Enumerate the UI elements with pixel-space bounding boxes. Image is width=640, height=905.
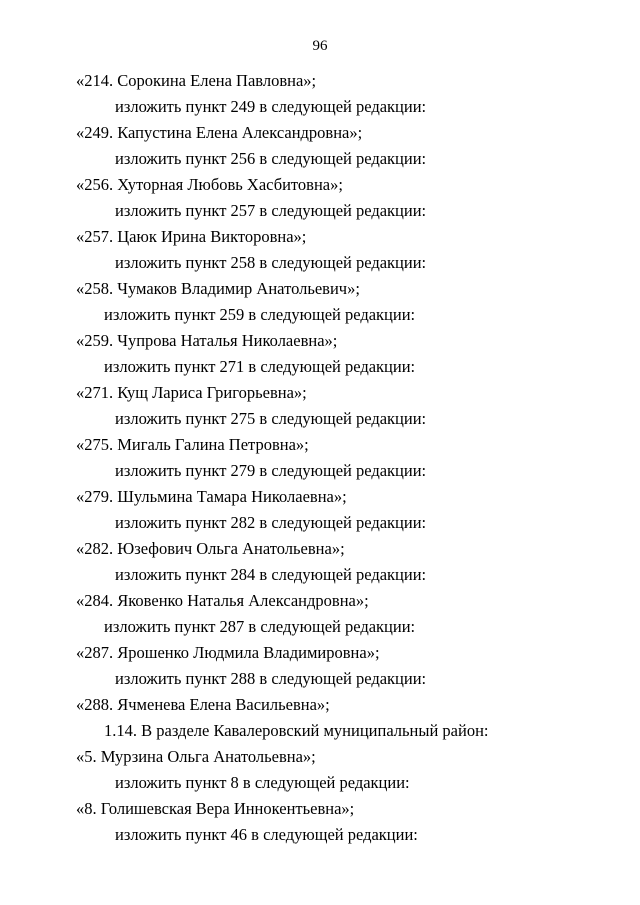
text-line: изложить пункт 8 в следующей редакции:	[115, 773, 410, 792]
text-line: изложить пункт 46 в следующей редакции:	[115, 825, 418, 844]
page-number: 96	[312, 38, 328, 54]
text-line: изложить пункт 275 в следующей редакции:	[115, 409, 427, 428]
text-line: изложить пункт 257 в следующей редакции:	[115, 201, 427, 220]
text-line: «284. Яковенко Наталья Александровна»;	[76, 591, 369, 610]
text-line: «257. Цаюк Ирина Викторовна»;	[76, 227, 307, 246]
text-line: изложить пункт 249 в следующей редакции:	[115, 97, 427, 116]
text-line: «279. Шульмина Тамара Николаевна»;	[76, 487, 347, 506]
section-heading: 1.14. В разделе Кавалеровский муниципальный район:	[104, 721, 489, 740]
text-line: «288. Ячменева Елена Васильевна»;	[76, 695, 330, 714]
text-line: «5. Мурзина Ольга Анатольевна»;	[76, 747, 316, 766]
text-line: изложить пункт 284 в следующей редакции:	[115, 565, 427, 584]
text-line: «256. Хуторная Любовь Хасбитовна»;	[76, 175, 343, 194]
text-line: «8. Голишевская Вера Иннокентьевна»;	[76, 799, 355, 818]
text-line: «258. Чумаков Владимир Анатольевич»;	[76, 279, 360, 298]
text-line: изложить пункт 282 в следующей редакции:	[115, 513, 427, 532]
text-line: «249. Капустина Елена Александровна»;	[76, 123, 363, 142]
text-line: «275. Мигаль Галина Петровна»;	[76, 435, 309, 454]
text-line: изложить пункт 271 в следующей редакции:	[104, 357, 416, 376]
text-line: «282. Юзефович Ольга Анатольевна»;	[76, 539, 345, 558]
text-line: «259. Чупрова Наталья Николаевна»;	[76, 331, 338, 350]
text-line: изложить пункт 279 в следующей редакции:	[115, 461, 427, 480]
text-line: изложить пункт 287 в следующей редакции:	[104, 617, 416, 636]
text-line: изложить пункт 258 в следующей редакции:	[115, 253, 427, 272]
text-line: изложить пункт 288 в следующей редакции:	[115, 669, 427, 688]
text-line: «214. Сорокина Елена Павловна»;	[76, 71, 317, 90]
text-line: «271. Кущ Лариса Григорьевна»;	[76, 383, 307, 402]
text-line: изложить пункт 259 в следующей редакции:	[104, 305, 416, 324]
text-line: изложить пункт 256 в следующей редакции:	[115, 149, 427, 168]
document-body	[0, 72, 640, 852]
text-line: «287. Ярошенко Людмила Владимировна»;	[76, 643, 380, 662]
